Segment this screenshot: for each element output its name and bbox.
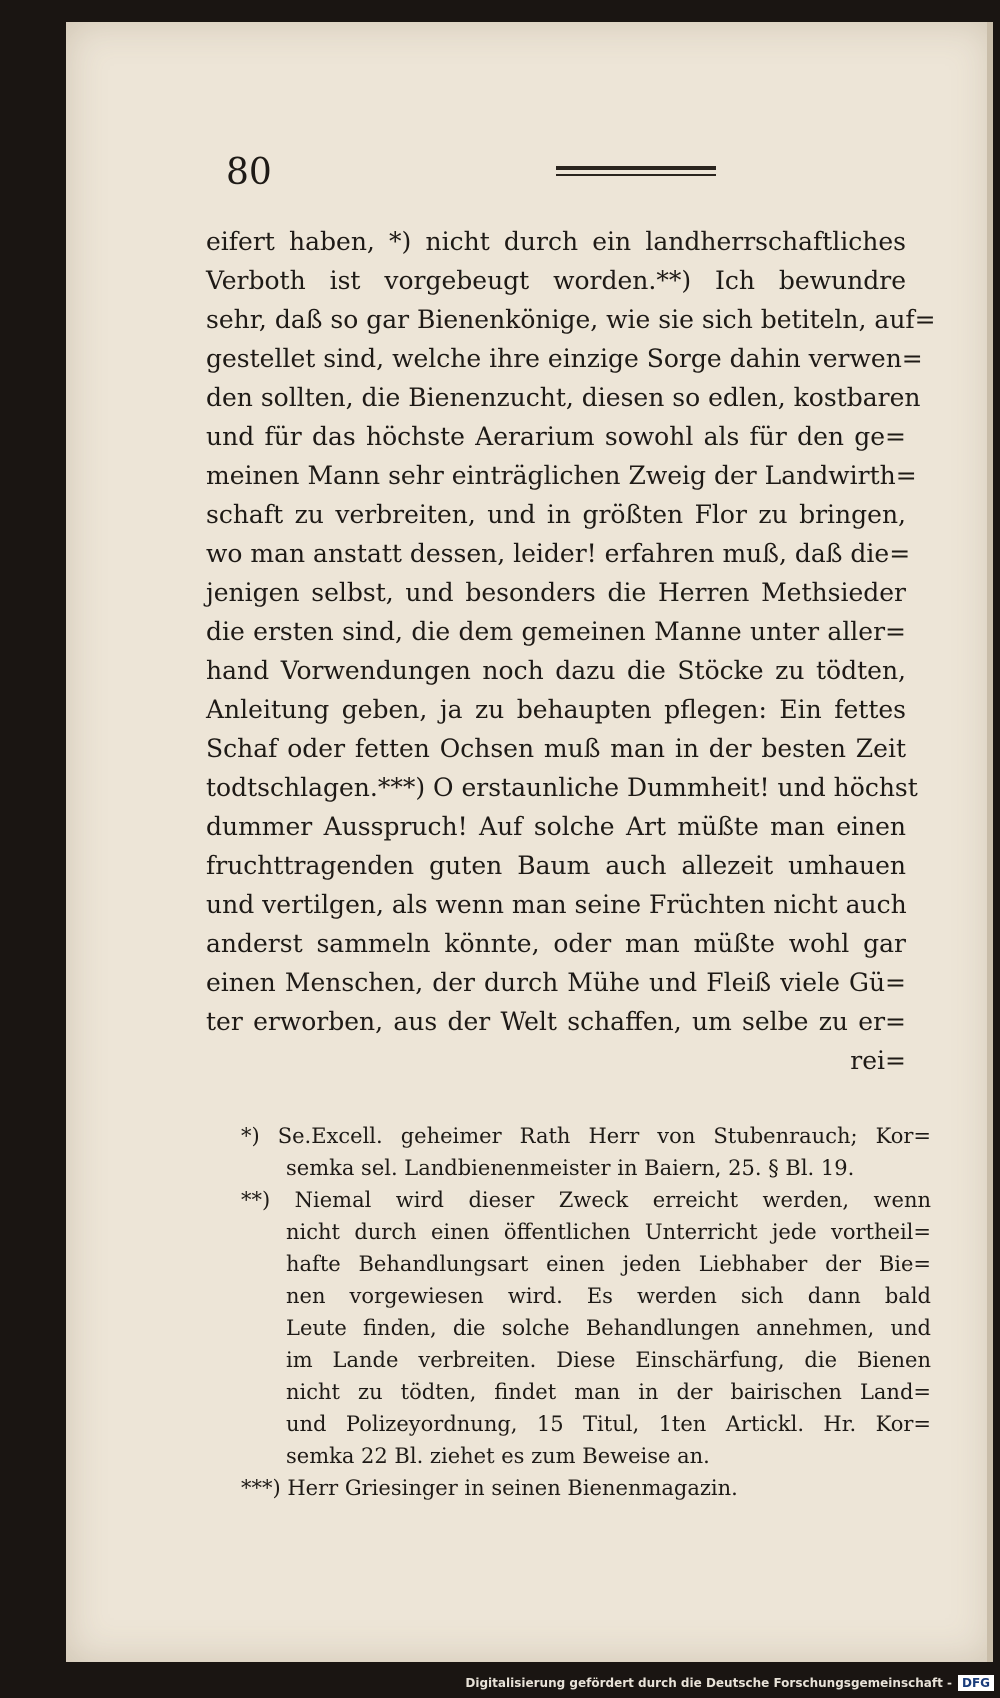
footnote-line: nicht zu tödten, findet man in der bairischen Land= <box>286 1380 931 1404</box>
text-line: jenigen selbst, und besonders die Herren Methsieder <box>206 578 906 607</box>
text-line: hand Vorwendungen noch dazu die Stöcke zu tödten, <box>206 656 906 685</box>
footnote-line: und Polizeyordnung, 15 Titul, 1ten Artickl. Hr. Kor= <box>286 1412 931 1436</box>
text-line: todtschlagen.***) O erstaunliche Dummheit! und höchst <box>206 773 918 802</box>
text-line: dummer Ausspruch! Auf solche Art müßte man einen <box>206 812 906 841</box>
page-edge <box>987 22 993 1662</box>
text-line: rei= <box>850 1046 906 1075</box>
dfg-logo-icon: DFG <box>958 1675 994 1691</box>
page-header <box>226 142 826 202</box>
text-line: Verboth ist vorgebeugt worden.**) Ich bewundre <box>206 266 906 295</box>
text-line: die ersten sind, die dem gemeinen Manne unter aller= <box>206 617 906 646</box>
footnotes <box>241 1120 931 1504</box>
text-line: ter erworben, aus der Welt schaffen, um selbe zu er= <box>206 1007 906 1036</box>
text-line: gestellet sind, welche ihre einzige Sorge dahin verwen= <box>206 344 923 373</box>
footnote-line: semka 22 Bl. ziehet es zum Beweise an. <box>286 1444 710 1468</box>
footnote-line: ***) Herr Griesinger in seinen Bienenmagazin. <box>241 1476 738 1500</box>
text-line: eifert haben, *) nicht durch ein landherrschaftliches <box>206 227 906 256</box>
footnote-line: Leute finden, die solche Behandlungen annehmen, und <box>286 1316 931 1340</box>
footnote-line: *) Se.Excell. geheimer Rath Herr von Stubenrauch; Kor= <box>241 1124 931 1148</box>
text-line: anderst sammeln könnte, oder man müßte wohl gar <box>206 929 906 958</box>
page-number: 80 <box>226 152 272 193</box>
text-line: einen Menschen, der durch Mühe und Fleiß viele Gü= <box>206 968 906 997</box>
footnote-line: semka sel. Landbienenmeister in Baiern, 25. § Bl. 19. <box>286 1156 855 1180</box>
text-line: meinen Mann sehr einträglichen Zweig der Landwirth= <box>206 461 917 490</box>
text-line: schaft zu verbreiten, und in größten Flor zu bringen, <box>206 500 906 529</box>
text-line: Schaf oder fetten Ochsen muß man in der besten Zeit <box>206 734 906 763</box>
text-line: Anleitung geben, ja zu behaupten pflegen: Ein fettes <box>206 695 906 724</box>
footnote-line: nen vorgewiesen wird. Es werden sich dann bald <box>286 1284 931 1308</box>
footnote-line: hafte Behandlungsart einen jeden Liebhaber der Bie= <box>286 1252 931 1276</box>
footnote-line: **) Niemal wird dieser Zweck erreicht werden, wenn <box>241 1188 931 1212</box>
text-line: und vertilgen, als wenn man seine Früchten nicht auch <box>206 890 907 919</box>
text-line: sehr, daß so gar Bienenkönige, wie sie sich betiteln, auf= <box>206 305 936 334</box>
header-ornament-rule <box>556 166 716 180</box>
text-line: wo man anstatt dessen, leider! erfahren muß, daß die= <box>206 539 911 568</box>
digitization-footer <box>465 1672 994 1694</box>
body-text <box>206 222 936 1080</box>
footnote-line: nicht durch einen öffentlichen Unterricht jede vortheil= <box>286 1220 931 1244</box>
text-line: den sollten, die Bienenzucht, diesen so edlen, kostbaren <box>206 383 921 412</box>
footnote-line: im Lande verbreiten. Diese Einschärfung, die Bienen <box>286 1348 931 1372</box>
text-line: und für das höchste Aerarium sowohl als für den ge= <box>206 422 906 451</box>
book-page <box>66 22 993 1662</box>
footer-credit: Digitalisierung gefördert durch die Deutsche Forschungsgemeinschaft - <box>465 1676 952 1690</box>
text-line: fruchttragenden guten Baum auch allezeit umhauen <box>206 851 906 880</box>
